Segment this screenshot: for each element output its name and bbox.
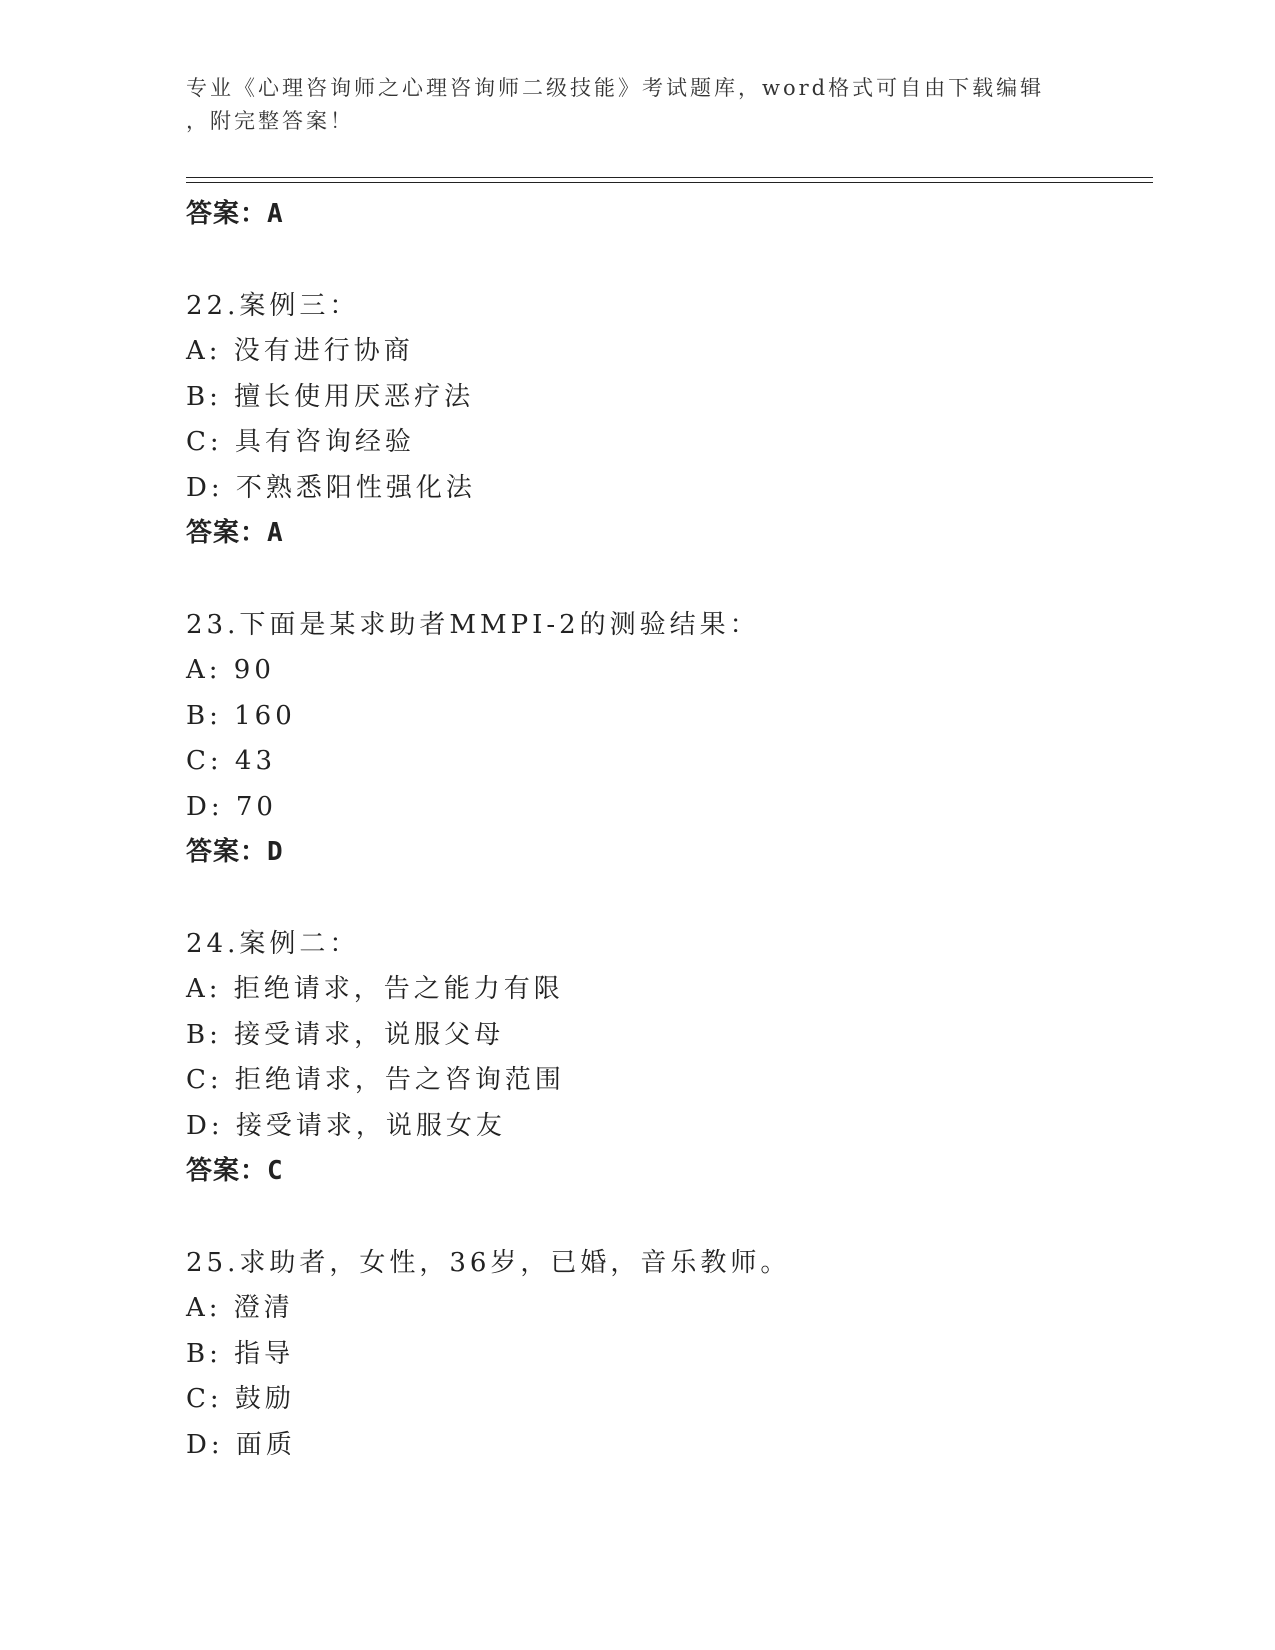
spacer (186, 876, 1146, 922)
option-b: B: 接受请求，说服父母 (186, 1019, 505, 1050)
option-b: B: 擅长使用厌恶疗法 (186, 381, 475, 412)
option-a: A: 90 (186, 655, 275, 685)
question-block (186, 603, 1146, 876)
option-a: A: 澄清 (186, 1293, 294, 1323)
spacer (186, 238, 1146, 284)
question-block (186, 284, 1146, 557)
header-divider-top (186, 177, 1153, 178)
answer-line: 答案：A (186, 199, 284, 229)
question-stem: 22.案例三： (186, 290, 360, 321)
option-a: A: 拒绝请求，告之能力有限 (186, 974, 564, 1004)
option-b: B: 指导 (186, 1338, 295, 1369)
question-block (186, 1241, 1146, 1469)
question-stem: 24.案例二： (186, 928, 360, 959)
spacer (186, 557, 1146, 603)
option-d: D: 不熟悉阳性强化法 (186, 472, 476, 503)
document-header (186, 72, 1086, 138)
option-b: B: 160 (186, 700, 296, 731)
header-line-1: 专业《心理咨询师之心理咨询师二级技能》考试题库，word格式可自由下载编辑 (186, 76, 1045, 100)
question-stem: 25.求助者，女性，36岁，已婚，音乐教师。 (186, 1247, 791, 1278)
answer-line: 答案：D (186, 837, 284, 867)
option-a: A: 没有进行协商 (186, 336, 414, 366)
header-line-2: ，附完整答案！ (186, 109, 354, 133)
option-d: D: 接受请求，说服女友 (186, 1110, 506, 1141)
option-d: D: 70 (186, 791, 277, 822)
question-stem: 23.下面是某求助者MMPI-2的测验结果： (186, 609, 760, 640)
answer-line: 答案：A (186, 518, 284, 548)
question-block (186, 922, 1146, 1195)
option-d: D: 面质 (186, 1429, 296, 1460)
header-divider-bottom (186, 182, 1153, 183)
option-c: C: 拒绝请求，告之咨询范围 (186, 1065, 565, 1095)
spacer (186, 1195, 1146, 1241)
option-c: C: 具有咨询经验 (186, 427, 415, 457)
question-list (186, 192, 1146, 1468)
option-c: C: 鼓励 (186, 1384, 295, 1414)
option-c: C: 43 (186, 746, 277, 776)
answer-line: 答案：C (186, 1156, 284, 1186)
